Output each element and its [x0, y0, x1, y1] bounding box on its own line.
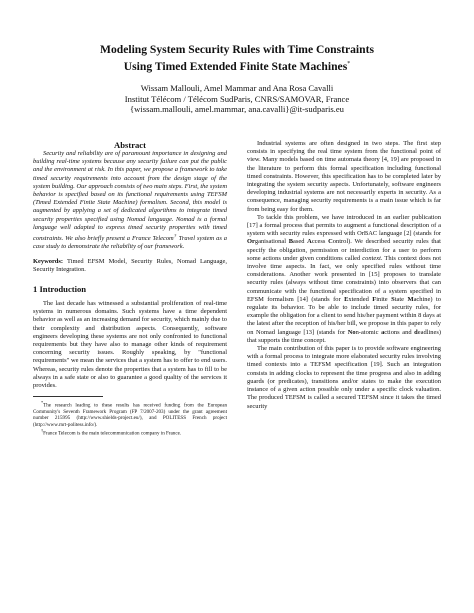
p2-bold: C	[328, 238, 333, 246]
keywords	[33, 258, 227, 274]
right-paragraph-3: The main contribution of this paper is to provide software engineering with a formal process to integrate more elaborated security rules involving timed contexts into a TEFSM specification [19]. Such an integration consists in adding clocks to represent the time progress and also in adding guards (or predicates), transitions and/or states to make the execution instance of a given action possible only under a specific clock valuation. The produced TEFSM is called a secured TEFSM since it takes the timed security	[247, 345, 441, 410]
p2-part: inite	[376, 295, 392, 303]
footnote-2	[33, 428, 227, 437]
title-line-2: Using Timed Extended Finite State Machines	[123, 59, 348, 73]
p2-part: ontrol). We described security rules that specify the obligation, permission or interdiction for a user to perform some actions under given conditions called	[247, 238, 441, 262]
title-footnote-mark: *	[347, 61, 351, 67]
title-line-1: Modeling System Security Rules with Time Constraints	[100, 43, 374, 56]
footnote-1-mark: *	[41, 400, 44, 406]
p2-part: ased	[293, 238, 308, 246]
p2-part: . This context does not involve time aspects. In fact, we only specified rules without time considerations. Another work presented in [15] proposes to translate security rules (always without time constraints) into observers that can communicate with the functional specification of a system specified in EFSM formalism [14] (stands for	[247, 254, 441, 303]
p2-part: n-atomic	[355, 328, 382, 336]
p2-bold: B	[288, 238, 293, 246]
author-block	[40, 83, 434, 115]
p2-part: To tackle this problem, we have introduced in an earlier publication [17] a formal process that permits to augment a functional description of a system with security rules expressed with OrBAC language [2] (stands for	[247, 213, 441, 238]
keywords-label: Keywords:	[33, 257, 64, 265]
p2-part: achine) to regulate its behavior. To be able to include timed security rules, for example the obligation for a client to send his/her payment within 8 days at the latest after the reception of his/her bill, we propose in this paper to rely on Nomad language [13] (stands for	[247, 295, 441, 336]
p2-bold: d	[414, 328, 418, 336]
abstract-text	[33, 150, 227, 252]
abstract-footnote-mark: †	[173, 233, 177, 239]
p2-part: ctions and	[384, 328, 415, 336]
intro-heading: 1 Introduction	[33, 283, 87, 294]
p2-italic: context	[362, 254, 381, 262]
p2-bold: Or	[247, 238, 255, 246]
right-paragraph-2	[247, 214, 441, 345]
intro-paragraph-1: The last decade has witnessed a substantial proliferation of real-time systems in numerous domains. Such systems have a time dependent behavior as well as an increasing demand for security, which mainly due to their complexity and distribution aspects. Consequently, software engineers developing these systems are not only confronted to functional requirements but they have also to manage other kinds of requirement concerning security issues. Roughly speaking, by "functional requirements" we mean the services that a system has to offer to end users. Whereas, security rules denote the properties that a system has to fill to be always in a safe state or also to guarantee a good quality of the services it provides.	[33, 299, 227, 390]
p2-bold: M	[407, 295, 414, 303]
p2-part: eadlines) that supports the time concept.	[247, 328, 441, 344]
p2-part: ccess	[311, 238, 329, 246]
footnote-rule	[33, 396, 103, 397]
footnote-1-text: The research leading to these results has received funding from the European Community's Seventh Framework Program (FP 7/2007-203) under the grant agreement number 215995 (http://www.shields-project.eu/), and POLITESS French project (http://www.rnrt-politess.info/).	[33, 402, 227, 428]
emails: {wissam.mallouli, amel.mammar, ana.cavalli}@it-sudparis.eu	[130, 104, 344, 115]
paper-title	[60, 42, 414, 74]
p2-bold: a	[381, 328, 385, 336]
abstract-end: Travel system as a case study to demonstrate the reliability of our framework.	[33, 235, 228, 251]
p2-bold: No	[347, 328, 356, 336]
abstract-body: Security and reliability are of paramount importance in designing and building real-time systems because any security failure can put the public and the environment at risk. In this paper, we propose a framework to take timed security requirements into account from the design stage of the system building. Our approach consists of two main steps. First, the system behavior is specified based on its functional requirements using TEFSM (Timed Extended Finite State Machine) formalism. Second, this model is augmented by applying a set of dedicated algorithms to integrate timed security properties specified using Nomad language. Nomad is a formal language well adapted to express timed security properties with timed constraints. We also briefly present a France Telecom	[33, 150, 227, 243]
p2-bold: F	[372, 295, 377, 303]
footnote-2-text: France Telecom is the main telecommunication company in France.	[43, 430, 182, 437]
p2-bold: S	[391, 295, 395, 303]
p2-bold: E	[344, 295, 349, 303]
right-column	[247, 140, 441, 411]
right-paragraph-1: Industrial systems are often designed in two steps. The first step consists in specifying the real time system from the functional point of view. Many models based on time automata theory [4, 19] are proposed in the literature to perform this formal specification including functional timed constraints. However, this specification has to be completed later by integrating the system security aspects. Unfortunately, software engineers developing industrial systems are not necessarily experts in security. As a consequence, managing security requirements is a main issue which is far from being easy for them.	[247, 140, 441, 213]
footnote-2-mark: †	[41, 427, 44, 433]
affiliation: Institut Télécom / Télécom SudParis, CNRS/SAMOVAR, France	[124, 93, 350, 104]
p2-part: ganisational	[254, 238, 289, 246]
p2-part: xtended	[348, 295, 373, 303]
keywords-text: Timed EFSM Model, Security Rules, Nomad Language, Security Integration.	[33, 257, 227, 273]
abstract-heading: Abstract	[114, 140, 146, 150]
left-column	[33, 140, 227, 437]
p2-part: tate	[394, 295, 408, 303]
footnote-1	[33, 400, 227, 428]
p2-bold: A	[307, 238, 312, 246]
authors: Wissam Mallouli, Amel Mammar and Ana Rosa Cavalli	[140, 83, 334, 93]
